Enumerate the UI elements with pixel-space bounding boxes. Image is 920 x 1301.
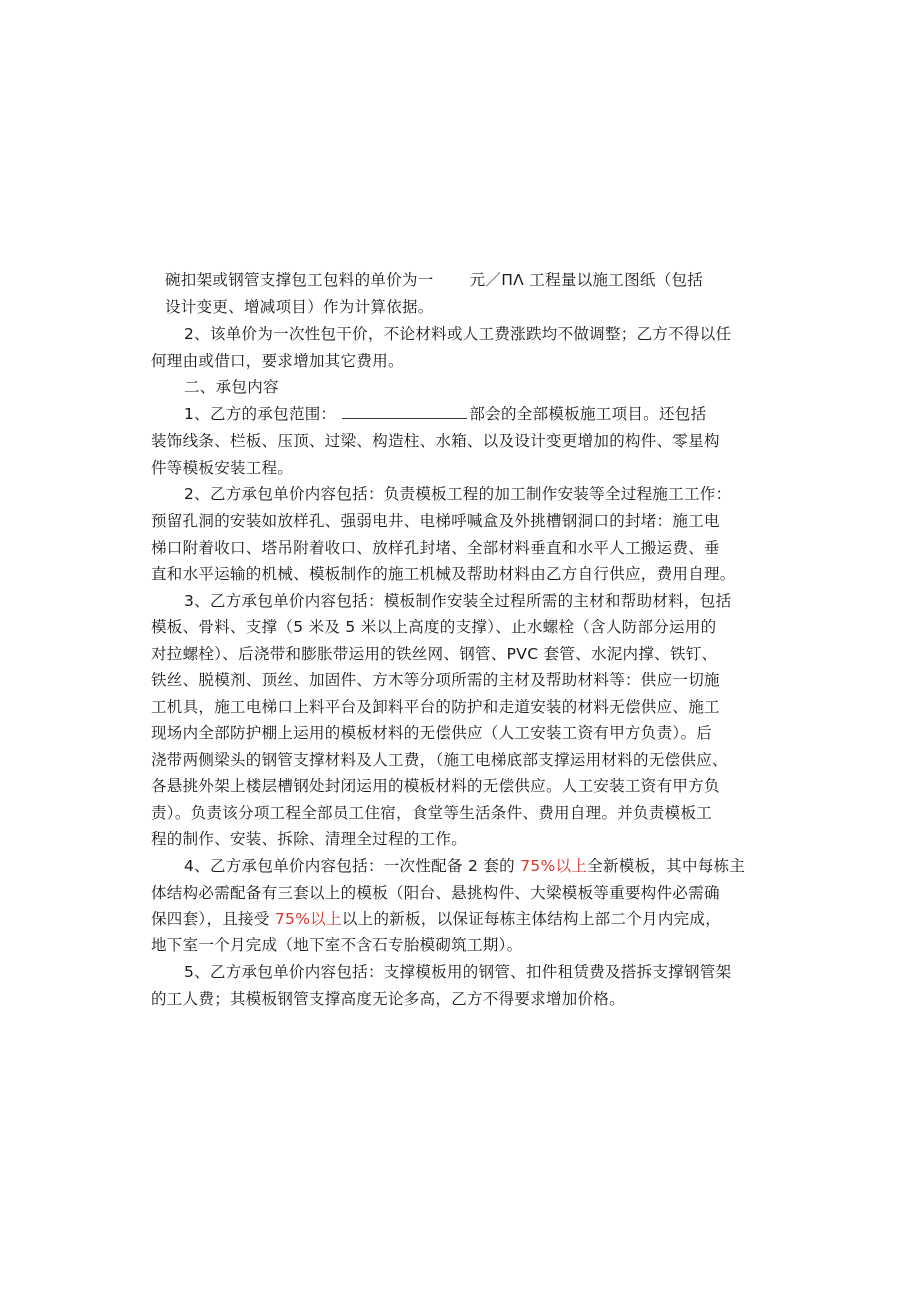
para0-line1-text-b: 元／ΠΛ 工程量以施工图纸（包括 [469, 271, 704, 289]
para4-line4: 铁丝、脱模剂、顶丝、加固件、方木等分项所需的主材及帮助材料等：供应一切施 [151, 671, 720, 689]
para0-line2: 设计变更、增减项目）作为计算依据。 [165, 298, 434, 316]
para4-line3: 对拉螺栓）、后浇带和膨胀带运用的铁丝网、钢管、PVC 套管、水泥内撑、铁钉、 [151, 645, 718, 663]
para3-line3: 梯口附着收口、塔吊附着收口、放样孔封堵、全部材料垂直和水平人工搬运费、垂 [151, 539, 720, 557]
highlight-75-percent: 75%以上 [520, 857, 588, 875]
para1-line2: 何理由或借口，要求增加其它费用。 [151, 352, 404, 370]
para2-line3: 件等模板安装工程。 [151, 459, 294, 477]
section-title: 二、承包内容 [184, 378, 279, 396]
para4-line7: 浇带两侧梁头的钢管支撑材料及人工费，（施工电梯底部支撑运用材料的无偿供应、 [151, 751, 728, 769]
para5-line1-text-a: 4、乙方承包单价内容包括：一次性配备 2 套的 [184, 857, 521, 875]
para2-line1 [184, 402, 706, 426]
para5-line2: 体结构必需配备有三套以上的模板（阳台、悬挑构件、大梁模板等重要构件必需确 [151, 884, 720, 902]
para5-line3 [151, 907, 721, 931]
para3-line4: 直和水平运输的机械、模板制作的施工机械及帮助材料由乙方自行供应，费用自理。 [151, 565, 736, 583]
para2-line1-text-a: 1、乙方的承包范围： [184, 405, 337, 423]
para5-line1 [184, 854, 745, 878]
para4-line6: 现场内全部防护棚上运用的模板材料的无偿供应（人工安装工资有甲方负责）。后 [151, 724, 713, 742]
para2-line2: 装饰线条、栏板、压顶、过梁、构造柱、水箱、以及设计变更增加的构件、零星构 [151, 432, 720, 450]
para5-line1-text-b: 全新模板，其中每栋主 [587, 857, 746, 875]
para1-line1: 2、该单价为一次性包干价，不论材料或人工费涨跌均不做调整；乙方不得以任 [184, 325, 732, 343]
para0-line1-text-a: 碗扣架或钢管支撑包工包料的单价为一 [165, 271, 434, 289]
para4-line5: 工机具，施工电梯口上料平台及卸料平台的防护和走道安装的材料无偿供应、施工 [151, 698, 720, 716]
para6-line1: 5、乙方承包单价内容包括：支撑模板用的钢管、扣件租赁费及搭拆支撑钢管架 [184, 963, 732, 981]
highlight-75-percent-2: 75%以上 [274, 910, 342, 928]
para4-line9: 责）。负责该分项工程全部员工住宿，食堂等生活条件、费用自理。并负责模板工 [151, 804, 713, 822]
para5-line4: 地下室一个月完成（地下室不含石专胎模砌筑工期）。 [151, 936, 523, 954]
para4-line2: 模板、骨料、支撑（5 米及 5 米以上高度的支撑）、止水螺栓（含人防部分运用的 [151, 618, 717, 636]
para4-line10: 程的制作、安装、拆除、清理全过程的工作。 [151, 830, 468, 848]
para6-line2: 的工人费；其模板钢管支撑高度无论多高，乙方不得要求增加价格。 [151, 990, 626, 1008]
para4-line8: 各悬挑外架上楼层槽钢处封闭运用的模板材料的无偿供应。人工安装工资有甲方负 [151, 777, 720, 795]
para4-line1: 3、乙方承包单价内容包括：模板制作安装全过程所需的主材和帮助材料，包括 [184, 592, 732, 610]
para0-line1 [165, 268, 703, 292]
para5-line3-text-b: 以上的新板，以保证每栋主体结构上部二个月内完成， [341, 910, 722, 928]
para3-line2: 预留孔洞的安装如放样孔、强弱电井、电梯呼喊盒及外挑槽钢洞口的封堵：施工电 [151, 512, 720, 530]
para3-line1: 2、乙方承包单价内容包括：负责模板工程的加工制作安装等全过程施工工作： [184, 485, 732, 503]
para5-line3-text-a: 保四套），且接受 [151, 910, 275, 928]
scope-blank [342, 403, 467, 419]
para2-line1-text-b: 部会的全部模板施工项目。还包括 [469, 405, 707, 423]
